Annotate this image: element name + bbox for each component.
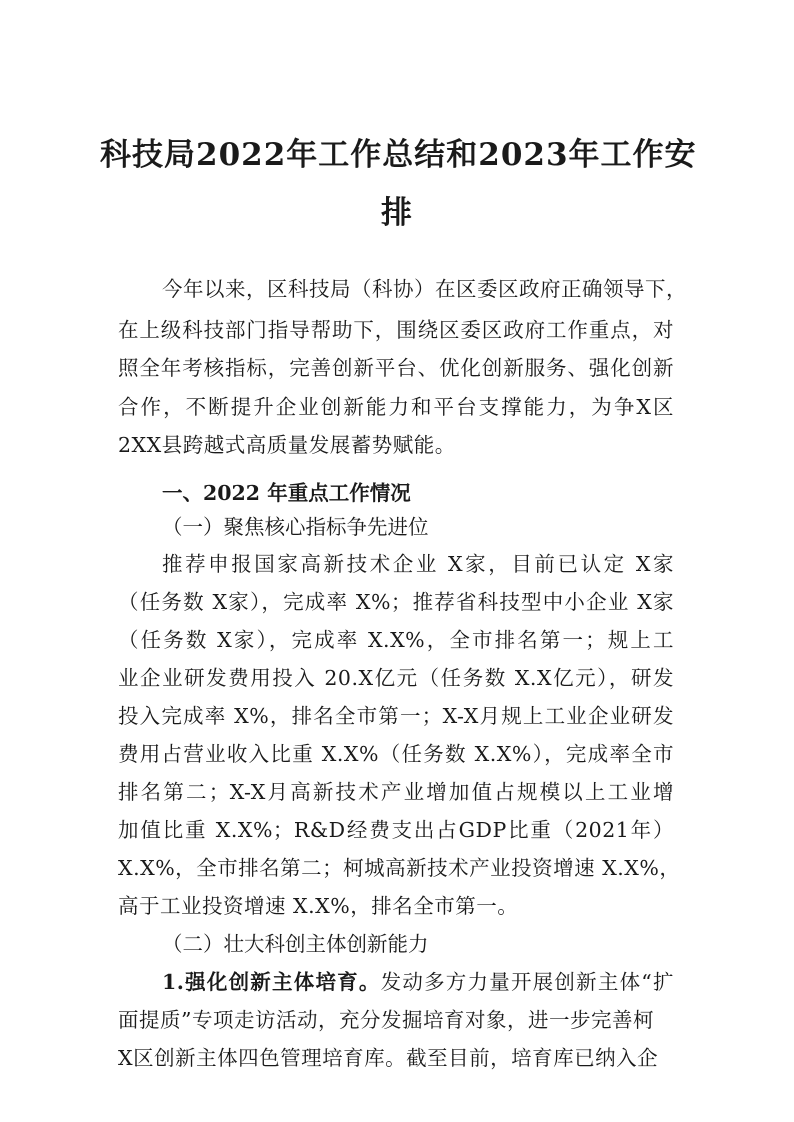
intro-line: 合作，不断提升企业创新能力和平台支撑能力，为争X区	[118, 395, 674, 419]
intro-line: 2XX县跨越式高质量发展蓄势赋能。	[118, 433, 456, 457]
section-heading-1: 一、2022 年重点工作情况	[162, 481, 411, 505]
paragraph-line: 排名第二；X-X月高新技术产业增加值占规模以上工业增	[118, 780, 674, 804]
paragraph-text: 发动多方力量开展创新主体“扩	[380, 970, 674, 994]
paragraph-line	[162, 968, 674, 996]
subsection-heading-1: （一）聚焦核心指标争先进位	[162, 515, 429, 539]
paragraph-line: 费用占营业收入比重 X.X%（任务数 X.X%），完成率全市	[118, 742, 674, 766]
paragraph-line: 高于工业投资增速 X.X%，排名全市第一。	[118, 894, 519, 918]
intro-line: 在上级科技部门指导帮助下，围绕区委区政府工作重点，对	[118, 318, 674, 342]
paragraph-line: 推荐申报国家高新技术企业 X家，目前已认定 X家	[162, 552, 674, 576]
paragraph-line: 投入完成率 X%，排名全市第一；X-X月规上工业企业研发	[118, 704, 674, 728]
paragraph-line: X.X%，全市排名第二；柯城高新技术产业投资增速 X.X%，	[118, 856, 681, 880]
document-title-line-2: 排	[381, 195, 413, 231]
paragraph-line: 面提质”专项走访活动，充分发掘培育对象，进一步完善柯	[118, 1008, 654, 1032]
paragraph-line: 加值比重 X.X%；R&D经费支出占GDP比重（2021年）	[118, 818, 674, 842]
paragraph-line: 业企业研发费用投入 20.X亿元（任务数 X.X亿元），研发	[118, 666, 674, 690]
paragraph-line: （任务数 X家），完成率 X.X%，全市排名第一；规上工	[118, 628, 674, 652]
subsection-heading-2: （二）壮大科创主体创新能力	[162, 932, 429, 956]
paragraph-line: （任务数 X家），完成率 X%；推荐省科技型中小企业 X家	[118, 590, 674, 614]
bold-lead-text: 1.强化创新主体培育。	[162, 970, 381, 994]
paragraph-line: X区创新主体四色管理培育库。截至目前，培育库已纳入企	[118, 1046, 659, 1070]
document-title-line-1: 科技局2022年工作总结和2023年工作安	[100, 137, 697, 173]
intro-line: 照全年考核指标，完善创新平台、优化创新服务、强化创新	[118, 356, 674, 380]
intro-line: 今年以来，区科技局（科协）在区委区政府正确领导下，	[162, 277, 687, 301]
